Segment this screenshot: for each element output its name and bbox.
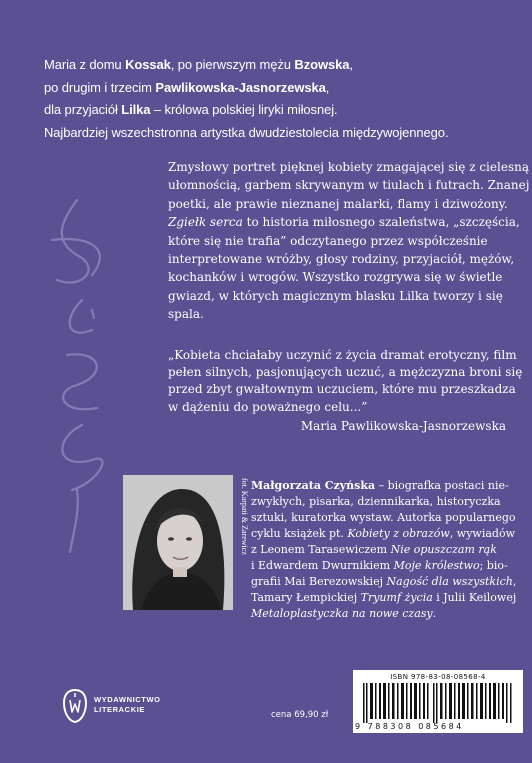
isbn-barcode [353,670,523,733]
intro-line-3: dla przyjaciół Lilka – królowa polskiej liryki miłosnej. [44,102,338,117]
publisher-logo [62,688,222,724]
publisher-emblem-icon [62,688,88,724]
price-label: cena 69,90 zł [271,710,329,720]
bio-line: grafii Mai Berezowskiej Nagość dla wszystkich, [251,575,517,588]
intro-line-4: Najbardziej wszechstronna artystka dwudziestolecia międzywojennego. [44,124,449,140]
blurb-line: kochanków i wrogów. Wszystko rozgrywa się w świetle [168,270,503,285]
blurb-line: poetki, ale prawie nieznanej malarki, flamy i dziwożony. [168,196,508,211]
signature-lilka [22,180,132,560]
quote-line: „Kobieta chciałaby uczynić z życia dramat erotyczny, film [168,348,517,362]
isbn-number: ISBN 978-83-08-08568-4 [390,673,486,681]
bio-line: Małgorzata Czyńska – biografka postaci nie- [251,479,509,492]
bio-line: z Leonem Tarasewiczem Nie opuszczam rąk [251,543,497,556]
blurb-line: które się nie trafia” odczytanego przez współcześnie [168,233,488,248]
blurb-line: spala. [168,307,204,322]
blurb-line: gwiazd, w których magicznym blasku Lilka tworzy i się [168,288,503,303]
intro-text [44,54,514,144]
author-photo [123,475,233,610]
barcode-icon [363,683,513,723]
bio-line: Metaloplastyczka na nowe czasy. [251,607,437,620]
blurb-line: Zmysłowy portret pięknej kobiety zmagającej się z cielesną [168,160,529,174]
author-bio [251,478,521,622]
author-name: Małgorzata Czyńska [251,479,376,492]
bio-line: sztuki, kuratorka wystaw. Autorka popularnego [251,511,516,524]
blurb-paragraph [168,158,530,324]
bio-line: i Edwardem Dwurnikiem Moje królestwo; bio- [251,559,508,572]
quote-line: pełen silnych, pasjonujących uczuć, a mężczyzna broni się [168,365,523,380]
bio-line: cyklu książek pt. Kobiety z obrazów, wywiadów [251,527,516,540]
blurb-line: Zgiełk serca to historia miłosnego szaleństwa, „szczęścia, [168,215,520,230]
blurb-line: ułomnością, garbem skrywanym w tiulach i futrach. Znanej [168,178,530,193]
blurb-line: interpretowane wróżby, głosy rodziny, przyjaciół, mężów, [168,252,515,267]
intro-line-1: Maria z domu Kossak, po pierwszym mężu Bzowska, [44,57,353,72]
book-title: Zgiełk serca [168,215,243,230]
publisher-name: WYDAWNICTWO LITERACKIE [94,695,161,714]
barcode-digits: 9 788308 085684 [355,722,464,731]
quote-line: przed zbyt gwałtownym uczuciem, które mu przeszkadza [168,382,516,397]
quote-line: w dążeniu do poważnego celu...” [168,399,368,414]
intro-line-2: po drugim i trzecim Pawlikowska-Jasnorzewska, [44,79,330,95]
quote-attribution: Maria Pawlikowska-Jasnorzewska [300,418,506,433]
quote-block [168,347,523,435]
bio-line: zwykłych, pisarka, dziennikarka, historyczka [251,495,501,508]
photo-credit: fot. Karpati & Zarewicz [240,478,249,555]
bio-line: Tamary Łempickiej Tryumf życia i Julii Keilowej [251,591,517,604]
